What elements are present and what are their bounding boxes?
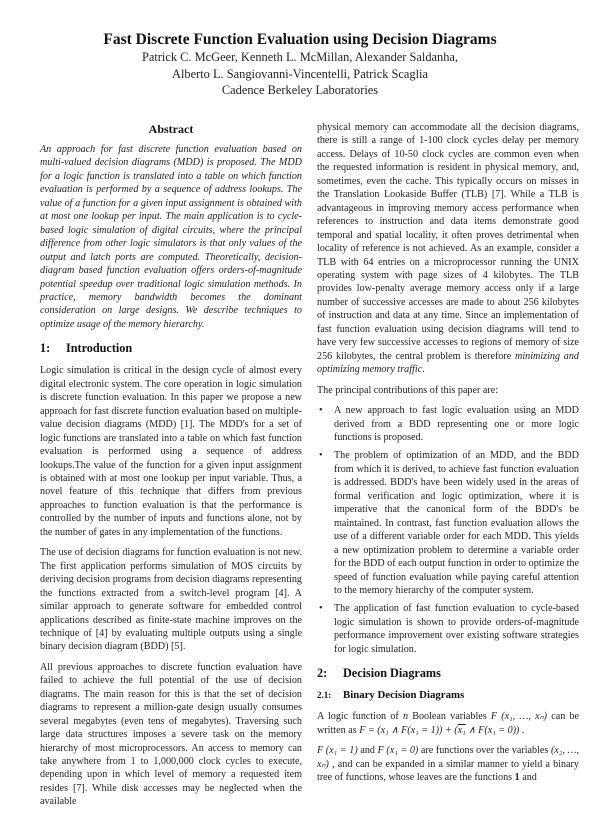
- contribution-item: • A new approach to fast logic evaluation using an MDD derived from a BDD representing one or more logic functions is proposed.: [317, 404, 579, 444]
- abstract-text: An approach for fast discrete function evaluation based on multi-valued decision diagrams (MDD) is proposed. The MDD for a logic function is translated into a table on which function evaluation is performed by a sequence of address lookups. The value of a function for a given input assignment is obtained with at most one lookup per input. The main application is to cycle-based logic simulation of digital circuits, where the principal difference from other logic simulators is that only values of the output and latch ports are computed. Theoretically, decision-diagram based function evaluation offers orders-of-magnitude potential speedup over traditional logic simulation methods. In practice, memory bandwidth becomes the dominant consideration on large designs. We describe techniques to optimize usage of the memory hierarchy.: [40, 144, 302, 330]
- bdd-paragraph-1: [317, 710, 579, 737]
- section-heading-introduction: [40, 341, 302, 355]
- right-column: [317, 121, 579, 791]
- text: can be written as: [317, 711, 580, 736]
- subsection-heading-bdd: [317, 689, 579, 702]
- subsection-title: Binary Decision Diagrams: [343, 689, 465, 702]
- contributions-list: [317, 404, 579, 656]
- intro-paragraph-3-continued: physical memory can accommodate all the decision diagrams, there is still a range of 1-100 clock cycles delay per memory access. Delays of 10-50 clock cycles are common even when the requested information is resident in physical memory, and, sometimes, even the cache. This typically occurs on misses in the Translation Lookaside Buffer (TLB) [7]. While a TLB is advantageous in improving memory access performance when references to instruction and data items demonstrate good temporal and spatial locality, it often proves detrimental when locality of reference is not achieved. As an example, consider a TLB with 64 entries on a microprocessor running the UNIX operating system with page sizes of 4 kilobytes. The TLB provides low-penalty average memory access only if a large number of successive accesses are made to about 256 kilobytes of instruction and data at any time. Since an implementation of fast function evaluation using decision diagrams will tend to have very few successive accesses to regions of memory of size 256 kilobytes, the central problem is therefore minimizing and optimizing memory traffic.: [317, 122, 579, 376]
- section-title: Decision Diagrams: [343, 666, 441, 681]
- paper-header: [0, 30, 600, 99]
- math-equation: F = (x₁ ∧ F(x₁ = 1)) + (: [359, 724, 458, 736]
- section-heading-decision-diagrams: [317, 666, 579, 680]
- text: and: [519, 772, 537, 784]
- math-function: F (x₁ = 1): [317, 745, 358, 757]
- math-vars: (x₂, …, xₙ): [317, 745, 580, 770]
- bdd-paragraph-2: [317, 744, 579, 784]
- math-function: F (x₁, …, xₙ): [490, 711, 548, 723]
- text: are functions over the variables: [418, 745, 551, 757]
- section-title: Introduction: [66, 341, 133, 356]
- math-equation: ∧ F(x₁ = 0)) .: [465, 724, 525, 736]
- left-column: [40, 122, 302, 816]
- authors-line-2: Alberto L. Sangiovanni-Vincentelli, Patrick Scaglia: [172, 66, 428, 81]
- math-negated-var: x₁: [457, 724, 466, 736]
- abstract-heading: Abstract: [148, 122, 194, 136]
- intro-paragraph-2: The use of decision diagrams for function evaluation is not new. The first application performs simulation of MOS circuits by deriving decision programs from decision diagrams representing the functions extracted from a switch-level program [4]. A similar approach to generate software for embedded control applications described as finite-state machine improves on the technique of [4] by evaluating multiple outputs using a single binary decision diagram (BDD) [5].: [40, 547, 302, 653]
- math-n: n: [402, 711, 409, 723]
- intro-paragraph-3: All previous approaches to discrete function evaluation have failed to achieve the full potential of the use of decision diagrams. The main reason for this is that the set of decision diagrams to represent a million-gate design usually consumes several megabytes (even tens of megabytes). Traversing such large data structures imposes a severe task on the memory hierarchy of most microprocessors. An access to memory can take anywhere from 1 to 1,000,000 clock cycles to execute, depending upon in which level of memory a requested item resides [7]. While disk accesses may be neglected when the available: [40, 661, 302, 808]
- contributions-intro: The principal contributions of this paper are:: [317, 384, 499, 396]
- contribution-item: • The problem of optimization of an MDD, and the BDD from which it is derived, to achieve fast function evaluation is addressed. BDD's have been widely used in the areas of formal verification and logic optimization, where it is imperative that the canonical form of the BDD's be maintained. In contrast, fast function evaluation allows the use of a different variable order for each MDD. This yields a new optimization problem to determine a variable order for the BDD of each output function in order to optimize the speed of function evaluation while paying careful attention to the memory hierarchy of the computer system.: [317, 449, 579, 597]
- section-number: 1:: [40, 341, 51, 356]
- paper-title: Fast Discrete Function Evaluation using Decision Diagrams: [103, 31, 497, 48]
- subsection-number: 2.1:: [317, 690, 332, 701]
- math-one: 1: [514, 772, 520, 784]
- text: and: [357, 745, 378, 757]
- math-function: F (x₁ = 0): [377, 745, 419, 757]
- intro-paragraph-1: Logic simulation is critical in the design cycle of almost every digital electronic system. The core operation in logic simulation is discrete function evaluation. In this paper we propose a new approach for fast discrete function evaluation based on multiple-value decision diagrams (MDD) [1]. The MDD's for a set of logic functions are translated into a table on which fast function evaluation is performed using a sequence of address lookups.The value of the function for a given input assignment is obtained with at most one lookup per input variable. Thus, a novel feature of this technique that differs from previous approaches to function evaluation is that the performance is controlled by the number of inputs and functions alone, not by the number of gates in any implementation of the functions.: [40, 365, 302, 538]
- emphasis-text: minimizing and optimizing memory traffic: [317, 350, 579, 376]
- authors-line-1: Patrick C. McGeer, Kenneth L. McMillan, Alexander Saldanha,: [141, 50, 459, 64]
- text: , and can be expanded in a similar manner to yield a binary tree of functions, whose leaves are the functions: [317, 758, 579, 784]
- section-number: 2:: [317, 666, 328, 681]
- text: A logic function of: [317, 711, 403, 723]
- text: Boolean variables: [408, 711, 491, 723]
- affiliation: Cadence Berkeley Laboratories: [221, 83, 379, 97]
- contribution-item: • The application of fast function evaluation to cycle-based logic simulation is shown to provide orders-of-magnitude performance improvement over existing software strategies for logic simulation.: [317, 602, 579, 656]
